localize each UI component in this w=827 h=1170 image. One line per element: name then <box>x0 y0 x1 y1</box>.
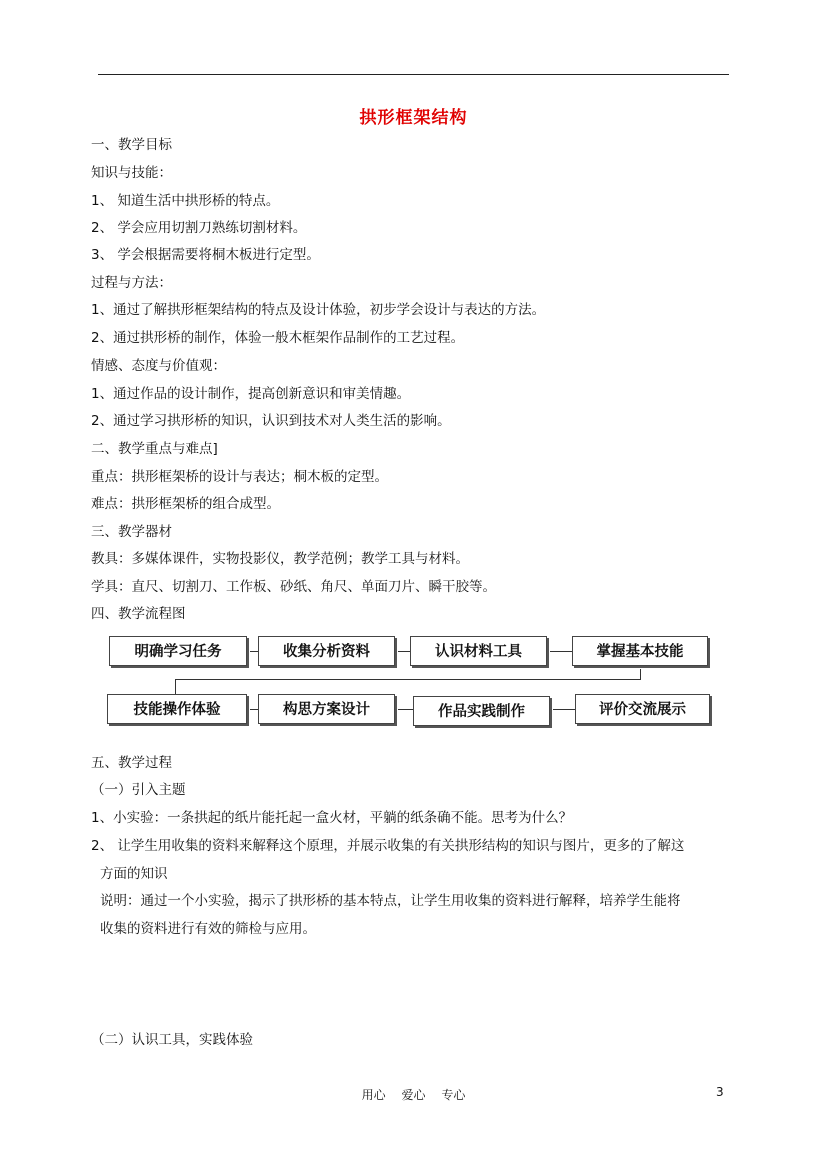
flow-box-8: 评价交流展示 <box>575 694 710 724</box>
flow-box-6: 构思方案设计 <box>258 694 395 724</box>
flow-connector <box>250 651 258 652</box>
difficult-point-text: 难点：拱形框架桥的组合成型。 <box>91 496 280 512</box>
flow-connector <box>640 669 641 679</box>
list-item: 2、 让学生用收集的资料来解释这个原理，并展示收集的有关拱形结构的知识与图片，更多的了解这 <box>91 838 685 854</box>
list-item: 1、通过了解拱形框架结构的特点及设计体验，初步学会设计与表达的方法。 <box>91 302 546 318</box>
section-heading-objectives: 一、教学目标 <box>91 137 172 153</box>
list-item: 2、 学会应用切割刀熟练切割材料。 <box>91 220 307 236</box>
flow-box-2: 收集分析资料 <box>258 636 395 666</box>
subsection-heading-intro: （一）引入主题 <box>91 782 186 798</box>
note-text: 说明：通过一个小实验，揭示了拱形桥的基本特点，让学生用收集的资料进行解释，培养学生能将 <box>100 893 681 909</box>
flow-connector <box>175 679 176 694</box>
list-item: 1、通过作品的设计制作，提高创新意识和审美情趣。 <box>91 386 411 402</box>
flow-connector <box>398 651 410 652</box>
flow-connector <box>550 651 572 652</box>
flow-box-4: 掌握基本技能 <box>572 636 708 666</box>
flow-connector <box>553 709 575 710</box>
flow-connector <box>398 709 413 710</box>
list-item: 1、 知道生活中拱形桥的特点。 <box>91 193 280 209</box>
page-title: 拱形框架结构 <box>359 108 468 128</box>
flow-box-5: 技能操作体验 <box>107 694 247 724</box>
section-heading-key-points: 二、教学重点与难点] <box>91 441 218 457</box>
section-heading-flowchart: 四、教学流程图 <box>91 606 186 622</box>
teaching-aids-text: 教具：多媒体课件，实物投影仪，教学范例；教学工具与材料。 <box>91 551 469 567</box>
section-heading-process: 五、教学过程 <box>91 755 172 771</box>
subheading-attitudes: 情感、态度与价值观： <box>91 358 226 374</box>
page-number: 3 <box>716 1085 724 1099</box>
student-tools-text: 学具：直尺、切割刀、工作板、砂纸、角尺、单面刀片、瞬干胶等。 <box>91 579 496 595</box>
footer-motto-1: 用心 <box>361 1088 386 1102</box>
subsection-heading-tools: （二）认识工具，实践体验 <box>91 1032 253 1048</box>
flow-box-7: 作品实践制作 <box>413 696 550 726</box>
footer-motto-2: 爱心 <box>401 1088 426 1102</box>
subheading-process-methods: 过程与方法： <box>91 275 172 291</box>
footer-motto-3: 专心 <box>441 1088 466 1102</box>
subheading-knowledge-skills: 知识与技能： <box>91 165 172 181</box>
flow-connector <box>175 679 641 680</box>
header-rule <box>98 74 729 75</box>
flow-box-1: 明确学习任务 <box>109 636 247 666</box>
list-item: 1、小实验：一条拱起的纸片能托起一盒火材，平躺的纸条确不能。思考为什么？ <box>91 810 573 826</box>
key-point-text: 重点：拱形框架桥的设计与表达；桐木板的定型。 <box>91 469 388 485</box>
note-text-continuation: 收集的资料进行有效的筛检与应用。 <box>100 921 316 937</box>
page-footer <box>0 1086 827 1103</box>
list-item: 3、 学会根据需要将桐木板进行定型。 <box>91 247 320 263</box>
flow-connector <box>250 709 258 710</box>
list-item-continuation: 方面的知识 <box>100 866 168 882</box>
flow-box-3: 认识材料工具 <box>410 636 547 666</box>
list-item: 2、通过拱形桥的制作，体验一般木框架作品制作的工艺过程。 <box>91 330 465 346</box>
section-heading-equipment: 三、教学器材 <box>91 524 172 540</box>
list-item: 2、通过学习拱形桥的知识，认识到技术对人类生活的影响。 <box>91 413 451 429</box>
